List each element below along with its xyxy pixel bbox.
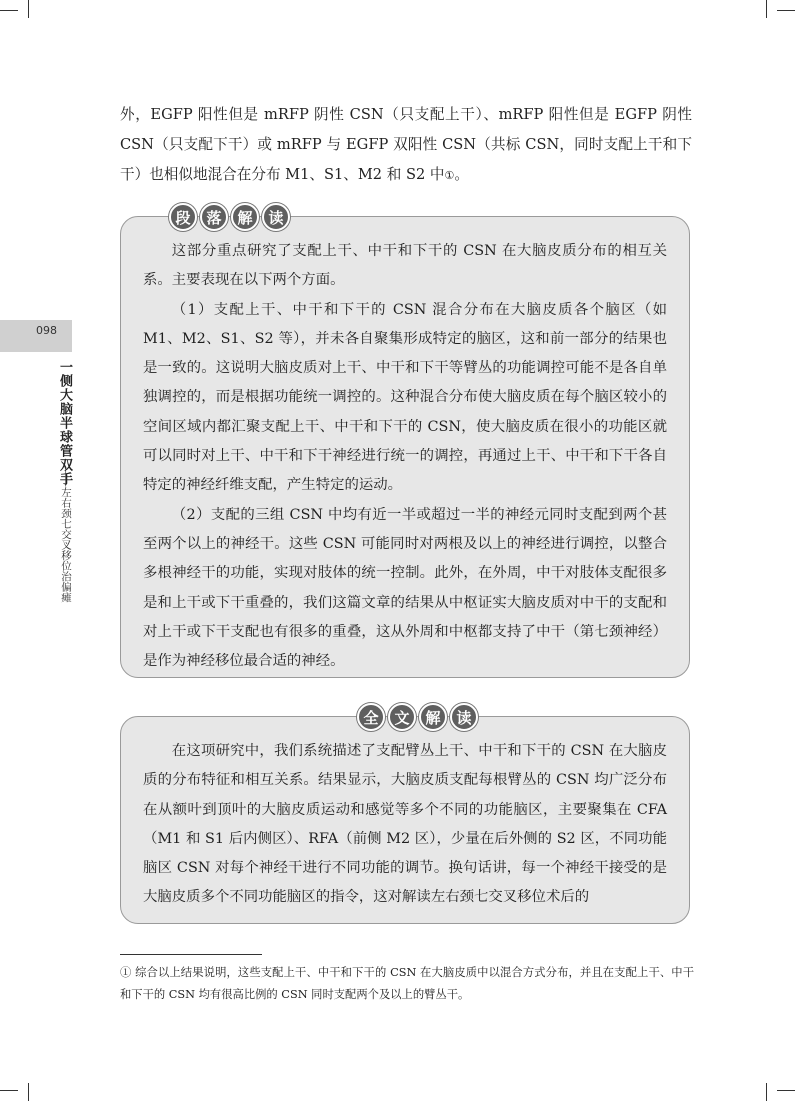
crop-mark <box>766 1083 767 1101</box>
interpretation-paragraph: 这部分重点研究了支配上干、中干和下干的 CSN 在大脑皮质分布的相互关系。主要表现在以下两个方面。 <box>143 243 667 289</box>
footnote-rule <box>120 954 262 955</box>
running-subtitle: ——左右颈七交叉移位治偏瘫 <box>60 466 72 603</box>
badge-char: 解 <box>419 703 447 731</box>
crop-mark <box>777 1090 795 1091</box>
body-text <box>120 100 692 191</box>
full-text-interpretation-box <box>120 708 690 924</box>
badge-char: 解 <box>231 203 259 231</box>
crop-mark <box>766 0 767 18</box>
paragraph-interpretation-box <box>120 208 690 678</box>
crop-mark <box>28 1083 29 1101</box>
footnote-mark: ① <box>444 169 455 182</box>
running-title: 一侧大脑半球管双手 <box>57 360 72 486</box>
crop-mark <box>28 0 29 18</box>
page-number: 098 <box>36 324 57 337</box>
crop-mark <box>0 10 18 11</box>
badge-char: 落 <box>200 203 228 231</box>
section-badge-paragraph-interpretation <box>169 203 290 231</box>
badge-char: 全 <box>357 703 385 731</box>
section-badge-full-text-interpretation <box>357 703 478 731</box>
crop-mark <box>777 10 795 11</box>
badge-char: 读 <box>450 703 478 731</box>
intro-paragraph: 外，EGFP 阳性但是 mRFP 阴性 CSN（只支配上干）、mRFP 阳性但是 EGFP 阴性 CSN（只支配下干）或 mRFP 与 EGFP 双阳性 CSN（共标 CSN，同时支配上干和下干）也相似地混合在分布 M1、S1、M2 和 S2 中①。 <box>120 106 692 183</box>
badge-char: 读 <box>262 203 290 231</box>
footnote: ① 综合以上结果说明，这些支配上干、中干和下干的 CSN 在大脑皮质中以混合方式分布，并且在支配上干、中干和下干的 CSN 均有很高比例的 CSN 同时支配两个及以上的臂丛干。 <box>120 966 694 1001</box>
crop-mark <box>0 1090 18 1091</box>
interpretation-paragraph: （2）支配的三组 CSN 中均有近一半或超过一半的神经元同时支配到两个甚至两个以上的神经干。这些 CSN 可能同时对两根及以上的神经进行调控，以整合多根神经干的功能，实现对肢体的统一控制。此外，在外周，中干对肢体支配很多是和上干或下干重叠的，我们这篇文章的结果从中枢证实大脑皮质对中干的支配和对上干或下干支配也有很多的重叠，这从外周和中枢都支持了中干（第七颈神经）是作为神经移位最合适的神经。 <box>143 506 667 670</box>
intro-text: 外，EGFP 阳性但是 mRFP 阴性 CSN（只支配上干）、mRFP 阳性但是 EGFP 阴性 CSN（只支配下干）或 mRFP 与 EGFP 双阳性 CSN（共标 CSN，同时支配上干和下干）也相似地混合在分布 M1、S1、M2 和 S2 中 <box>120 106 692 183</box>
badge-char: 段 <box>169 203 197 231</box>
badge-char: 文 <box>388 703 416 731</box>
interpretation-paragraph: （1）支配上干、中干和下干的 CSN 混合分布在大脑皮质各个脑区（如 M1、M2、S1、S2 等），并未各自聚集形成特定的脑区，这和前一部分的结果也是一致的。这说明大脑皮质对上干、中干和下干等臂丛的功能调控可能不是各自单独调控的，而是根据功能统一调控的。这种混合分布使大脑皮质在每个脑区较小的空间区域内都汇聚支配上干、中干和下干的 CSN，使大脑皮质在很小的功能区就可以同时对上干、中干和下干神经进行统一的调控，再通过上干、中干和下干各自特定的神经纤维支配，产生特定的运动。 <box>143 301 667 494</box>
interpretation-paragraph: 在这项研究中，我们系统描述了支配臂丛上干、中干和下干的 CSN 在大脑皮质的分布特征和相互关系。结果显示，大脑皮质支配每根臂丛的 CSN 均广泛分布在从额叶到顶叶的大脑皮质运动和感觉等多个不同的功能脑区，主要聚集在 CFA（M1 和 S1 后内侧区）、RFA（前侧 M2 区），少量在后外侧的 S2 区，不同功能脑区 CSN 对每个神经干进行不同功能的调节。换句话讲，每一个神经干接受的是大脑皮质多个不同功能脑区的指令，这对解读左右颈七交叉移位术后的 <box>143 743 667 906</box>
